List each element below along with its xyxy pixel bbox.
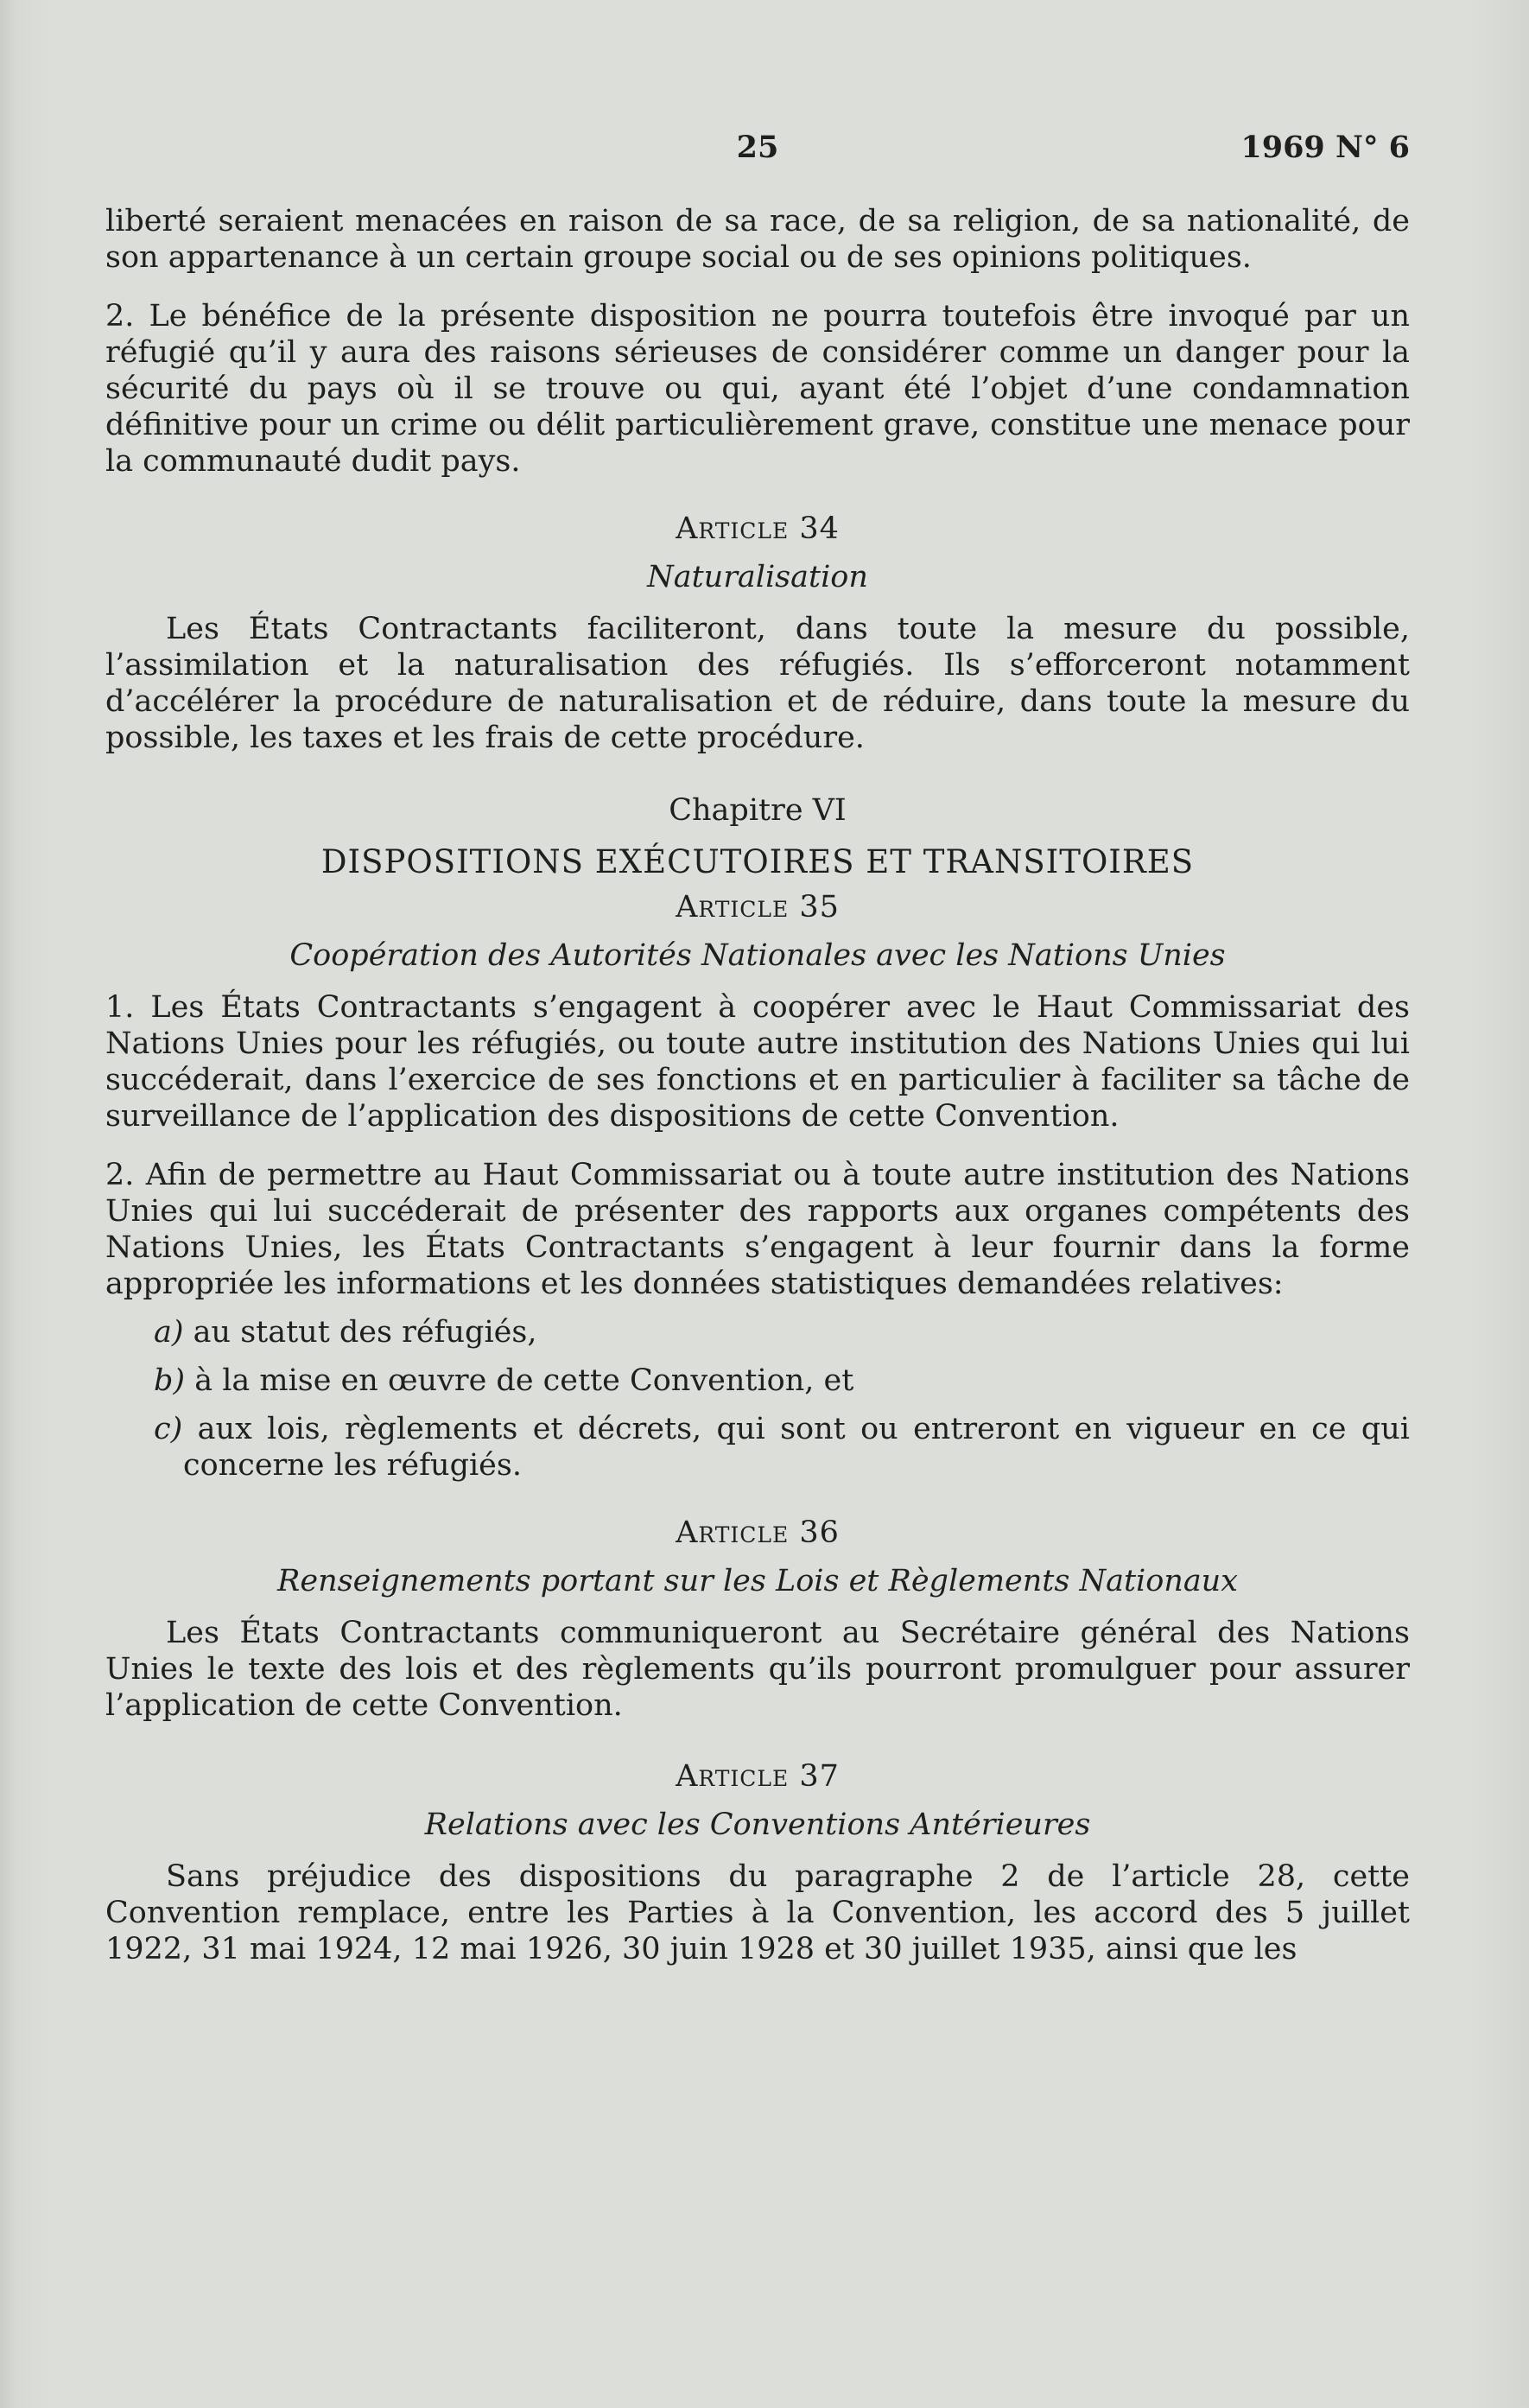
page-body [105, 203, 1410, 1990]
page-header [105, 130, 1410, 173]
article-36-heading: Article 36 [676, 1515, 840, 1550]
article-37-heading: Article 37 [676, 1759, 840, 1794]
chapter-title: DISPOSITIONS EXÉCUTOIRES ET TRANSITOIRES [320, 843, 1195, 880]
article-34-heading: Article 34 [676, 511, 840, 546]
article-35-title: Coopération des Autorités Nationales avec les Nations Unies [289, 938, 1226, 973]
page-number: 25 [736, 130, 779, 165]
list-item-text: à la mise en œuvre de cette Convention, et [194, 1363, 854, 1398]
article-34-title: Naturalisation [647, 560, 868, 594]
issue-label: 1969 N° 6 [1240, 130, 1410, 165]
paragraph-2: 2. Le bénéfice de la présente disposition ne pourra toutefois être invoqué par un réfugié qu’il y aura des raisons sérieuses de considérer comme un danger pour la sécurité du pays où il se trouve ou qui, ayant été l’objet d’une condamnation définitive pour un crime ou délit particulièrement grave, constitue une menace pour la communauté dudit pays. [105, 299, 1410, 479]
article-35-paragraph-2: 2. Afin de permettre au Haut Commissariat ou à toute autre institution des Nations Unies qui lui succéderait de présenter des rapports aux organes compétents des Nations Unies, les États Contractants s’engagent à leur fournir dans la forme appropriée les informations et les données statistiques demandées relatives: [105, 1158, 1410, 1301]
list-item-c [105, 1411, 1410, 1484]
article-35-heading: Article 35 [676, 890, 840, 924]
article-34-text: Les États Contractants faciliteront, dans toute la mesure du possible, l’assimilation et la naturalisation des réfugiés. Ils s’efforceront notamment d’accélérer la procédure de naturalisation et de réduire, dans toute la mesure du possible, les taxes et les frais de cette procédure. [105, 612, 1410, 755]
chapter-label: Chapitre VI [669, 793, 847, 828]
list-item-text: aux lois, règlements et décrets, qui sont ou entreront en vigueur en ce qui concerne les réfugiés. [183, 1412, 1410, 1483]
article-35-paragraph-1: 1. Les États Contractants s’engagent à coopérer avec le Haut Commissariat des Nations Unies pour les réfugiés, ou toute autre institution des Nations Unies qui lui succéderait, dans l’exercice de ses fonctions et en particulier à faciliter sa tâche de surveillance de l’application des dispositions de cette Convention. [105, 990, 1410, 1134]
article-37-title: Relations avec les Conventions Antérieures [424, 1808, 1091, 1842]
article-36-title: Renseignements portant sur les Lois et Règlements Nationaux [277, 1564, 1238, 1598]
list-item-b [105, 1363, 1410, 1399]
list-item-text: au statut des réfugiés, [193, 1315, 537, 1350]
list-item-a [105, 1314, 1410, 1350]
article-36-text: Les États Contractants communiqueront au Secrétaire général des Nations Unies le texte des lois et des règlements qu’ils pourront promulguer pour assurer l’application de cette Convention. [105, 1616, 1410, 1723]
list-item-letter: a) [154, 1315, 184, 1350]
list-item-letter: c) [154, 1412, 183, 1446]
article-37-text: Sans préjudice des dispositions du paragraphe 2 de l’article 28, cette Convention remplace, entre les Parties à la Convention, les accord des 5 juillet 1922, 31 mai 1924, 12 mai 1926, 30 juin 1928 et 30 juillet 1935, ainsi que les [105, 1859, 1410, 1966]
paragraph-continued: liberté seraient menacées en raison de sa race, de sa religion, de sa nationalité, de son appartenance à un certain groupe social ou de ses opinions politiques. [105, 204, 1410, 275]
list-item-letter: b) [154, 1363, 186, 1398]
